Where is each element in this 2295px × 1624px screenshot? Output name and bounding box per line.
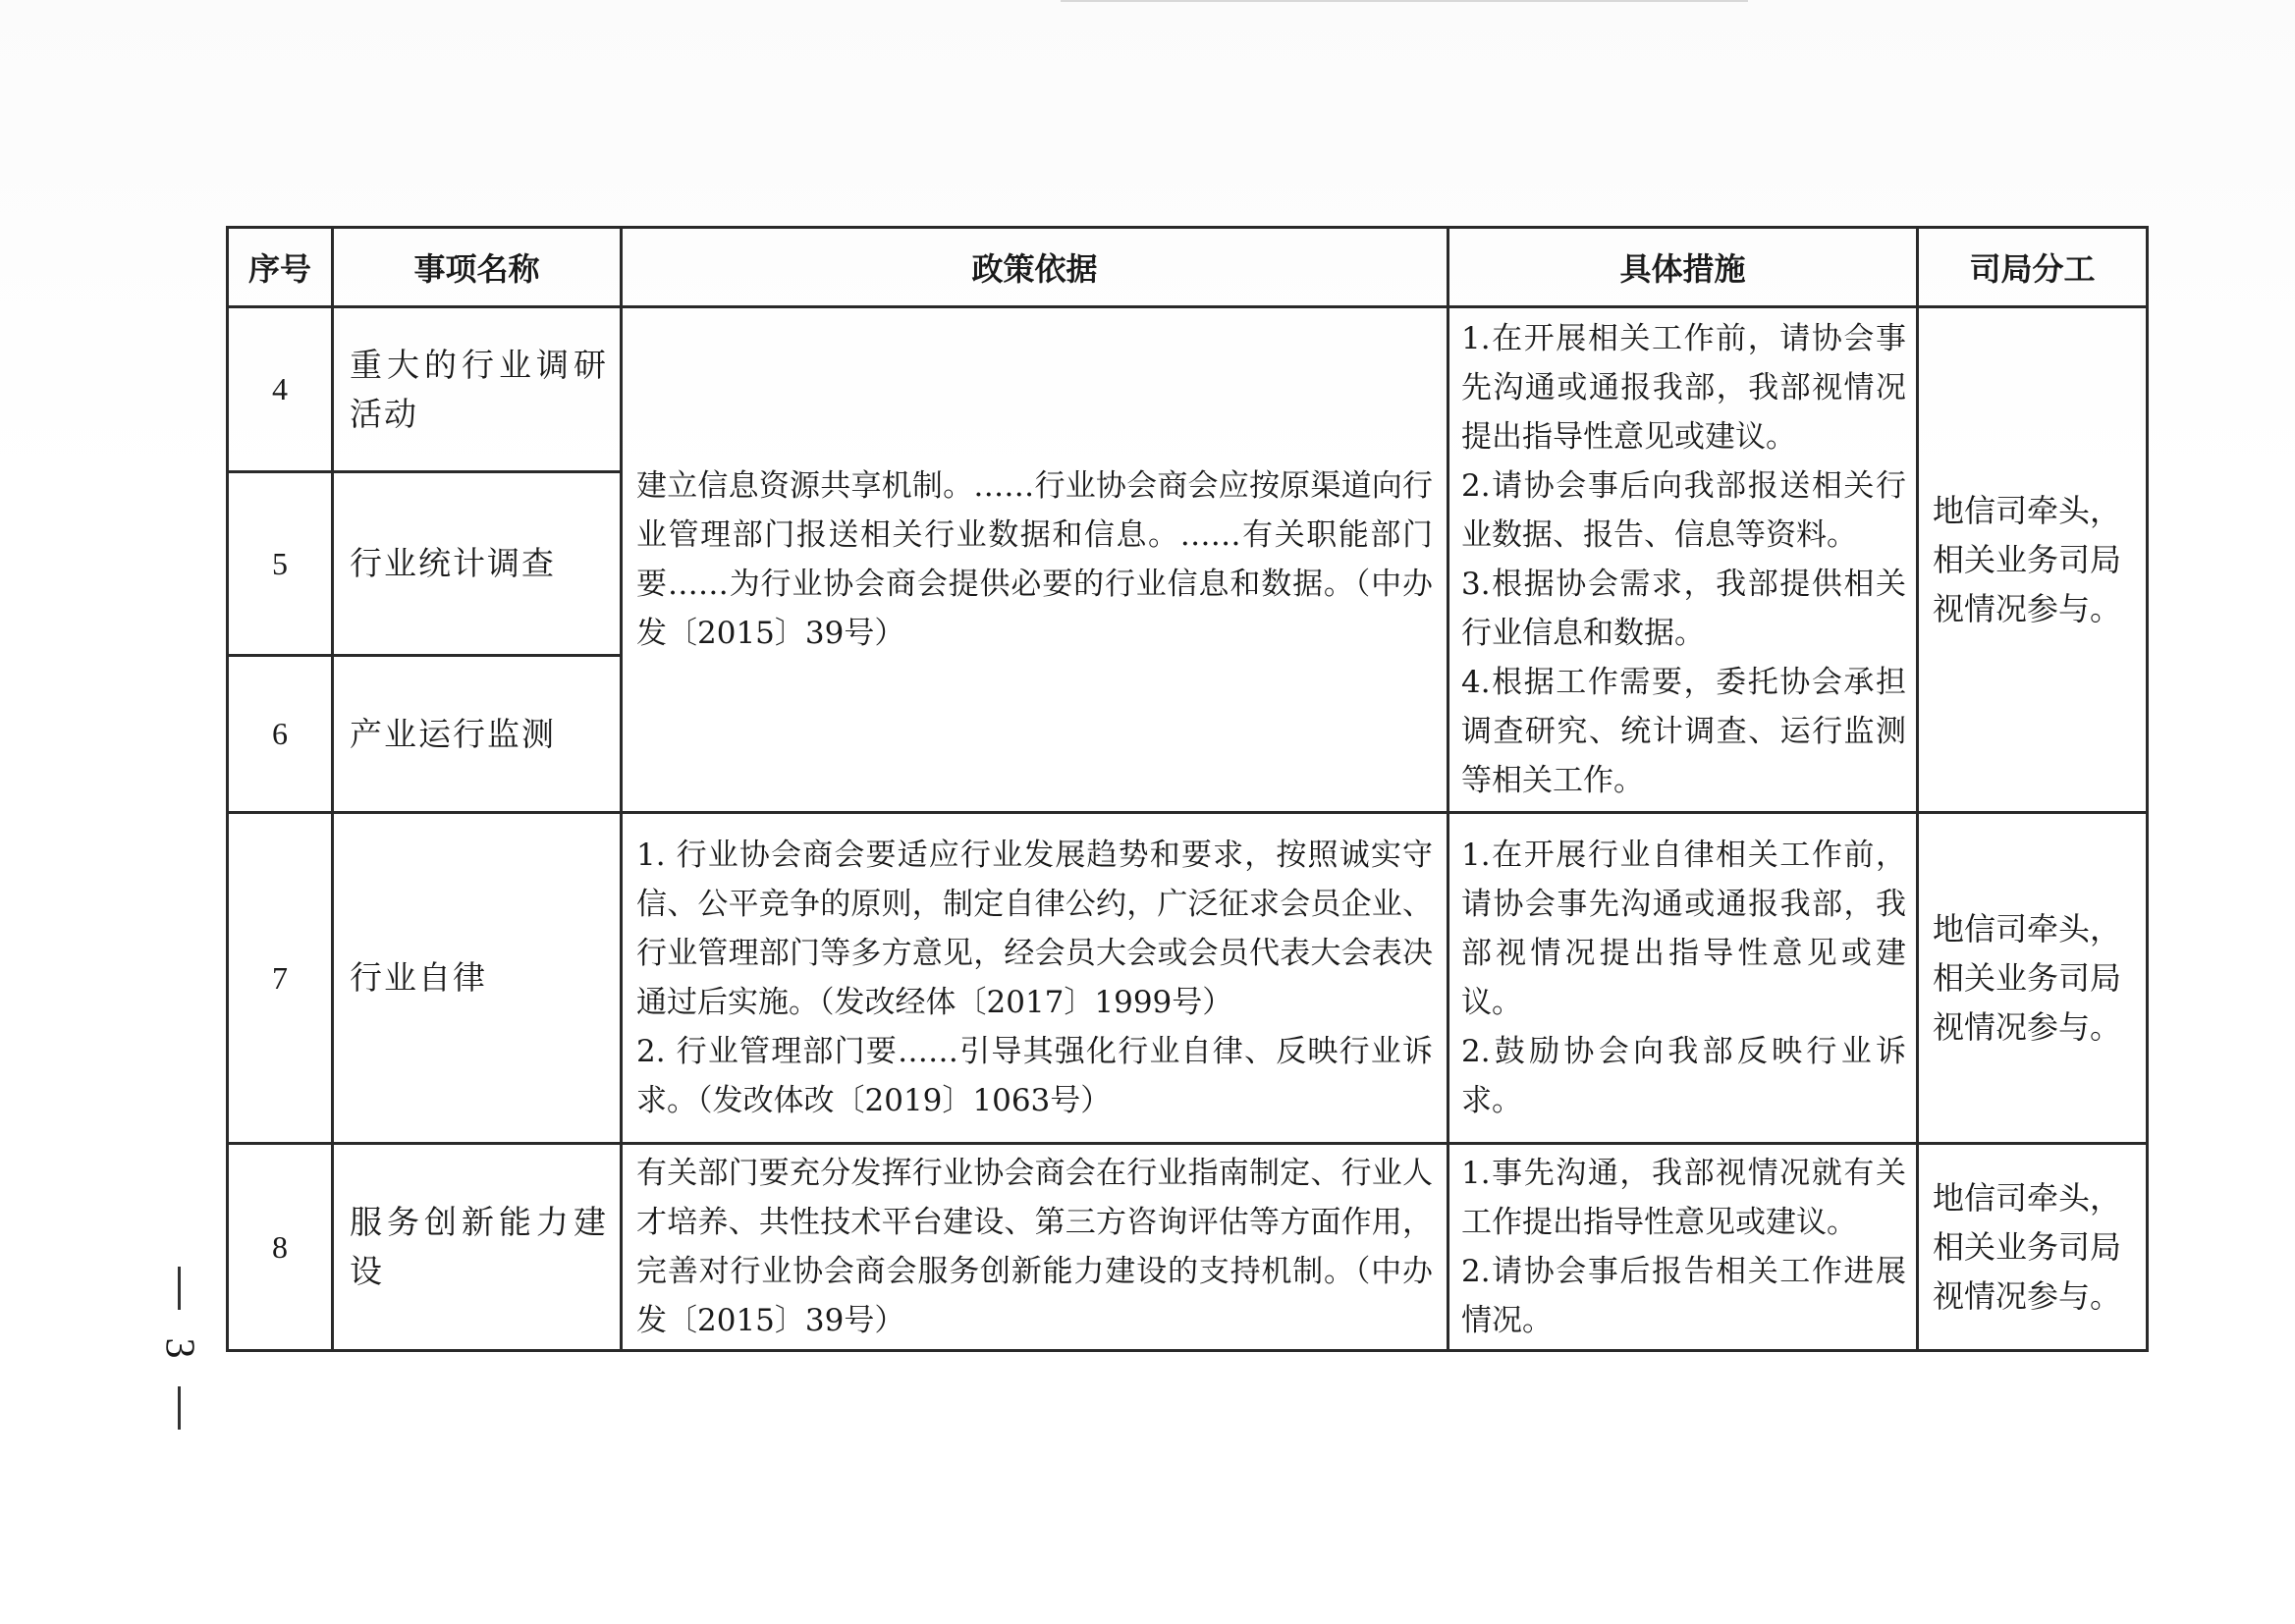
header-item: 事项名称 (333, 228, 622, 307)
row-index: 8 (228, 1144, 333, 1351)
basis-item: 2. 行业管理部门要……引导其强化行业自律、反映行业诉求。（发改体改〔2019〕1063号） (636, 1034, 1433, 1118)
row-item-name: 服务创新能力建设 (333, 1144, 622, 1351)
measure-item: 1.事先沟通，我部视情况就有关工作提出指导性意见或建议。 (1461, 1156, 1906, 1240)
row-item-name: 行业自律 (333, 813, 622, 1144)
row-index: 5 (228, 472, 333, 656)
page-number-dash (178, 1386, 181, 1430)
header-measures: 具体措施 (1448, 228, 1918, 307)
row-index: 4 (228, 307, 333, 472)
header-index: 序号 (228, 228, 333, 307)
measure-item: 2.请协会事后报告相关工作进展情况。 (1461, 1254, 1906, 1338)
policy-basis-8: 有关部门要充分发挥行业协会商会在行业指南制定、行业人才培养、共性技术平台建设、第三方咨询评估等方面作用，完善对行业协会商会服务创新能力建设的支持机制。（中办发〔2015〕39号） (622, 1144, 1448, 1351)
policy-basis-4-6: 建立信息资源共享机制。……行业协会商会应按原渠道向行业管理部门报送相关行业数据和信息。……有关职能部门要……为行业协会商会提供必要的行业信息和数据。（中办发〔2015〕39号） (622, 307, 1448, 813)
page-number (156, 1267, 201, 1430)
division-4-6: 地信司牵头，相关业务司局视情况参与。 (1918, 307, 2148, 813)
measure-item: 1.在开展行业自律相关工作前，请协会事先沟通或通报我部，我部视情况提出指导性意见或建议。 (1461, 838, 1906, 1020)
page-number-dash (178, 1267, 181, 1310)
policy-table (226, 226, 2149, 1352)
measure-item: 3.根据协会需求，我部提供相关行业信息和数据。 (1461, 567, 1906, 651)
division-7: 地信司牵头，相关业务司局视情况参与。 (1918, 813, 2148, 1144)
measures-8 (1448, 1144, 1918, 1351)
table-row (228, 813, 2148, 1144)
row-item-name: 产业运行监测 (333, 656, 622, 813)
measure-item: 2.鼓励协会向我部反映行业诉求。 (1461, 1034, 1906, 1118)
measure-item: 2.请协会事后向我部报送相关行业数据、报告、信息等资料。 (1461, 468, 1906, 553)
policy-basis-7 (622, 813, 1448, 1144)
measures-4-6 (1448, 307, 1918, 813)
basis-item: 1. 行业协会商会要适应行业发展趋势和要求，按照诚实守信、公平竞争的原则，制定自律公约，广泛征求会员企业、行业管理部门等多方意见，经会员大会或会员代表大会表决通过后实施。（发改经体〔2017〕1999号） (636, 838, 1433, 1020)
division-8: 地信司牵头，相关业务司局视情况参与。 (1918, 1144, 2148, 1351)
table-header-row (228, 228, 2148, 307)
table-row (228, 1144, 2148, 1351)
row-index: 6 (228, 656, 333, 813)
header-division: 司局分工 (1918, 228, 2148, 307)
scan-edge-mark (1061, 0, 1748, 8)
header-basis: 政策依据 (622, 228, 1448, 307)
measure-item: 1.在开展相关工作前，请协会事先沟通或通报我部，我部视情况提出指导性意见或建议。 (1461, 321, 1906, 455)
page-number-digit: 3 (156, 1337, 201, 1359)
table-row (228, 307, 2148, 472)
measure-item: 4.根据工作需要，委托协会承担调查研究、统计调查、运行监测等相关工作。 (1461, 665, 1906, 798)
row-item-name: 行业统计调查 (333, 472, 622, 656)
measures-7 (1448, 813, 1918, 1144)
row-item-name: 重大的行业调研活动 (333, 307, 622, 472)
row-index: 7 (228, 813, 333, 1144)
